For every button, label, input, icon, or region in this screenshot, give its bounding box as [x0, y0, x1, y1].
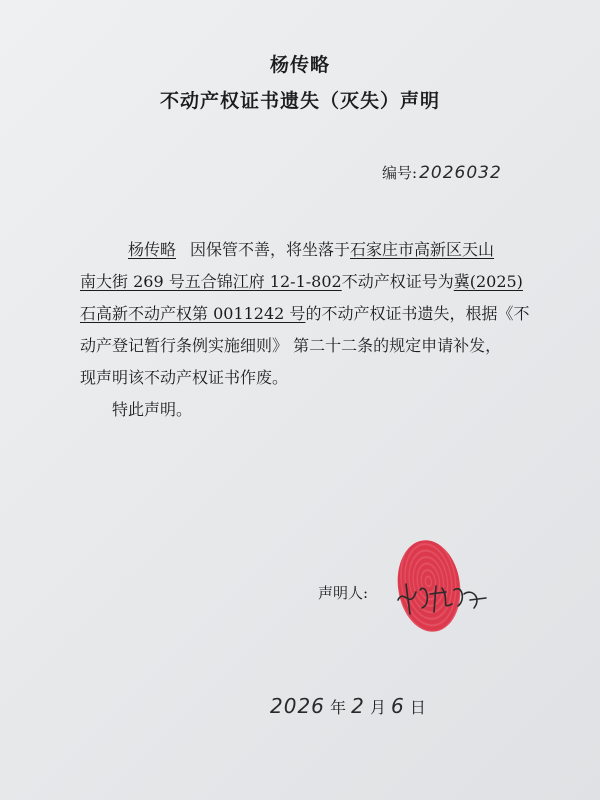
signing-date	[270, 694, 426, 718]
handwritten-signature	[392, 570, 492, 620]
declarant-label: 声明人:	[318, 584, 369, 602]
date-year: 2026	[270, 694, 325, 718]
date-day: 6	[391, 694, 405, 718]
owner-name: 杨传略	[128, 240, 177, 259]
date-month: 2	[351, 694, 365, 718]
body-line-5: 现声明该不动产权证书作废。	[80, 368, 289, 387]
certificate-number-1: 冀(2025)	[453, 272, 523, 291]
date-year-unit: 年	[330, 698, 347, 717]
body-text-segment: 因保管不善，将坐落于	[190, 240, 351, 259]
property-address-1: 石家庄市高新区天山	[350, 240, 495, 259]
serial-value: 2026032	[419, 163, 502, 183]
body-line-2	[80, 266, 550, 298]
date-month-unit: 月	[369, 698, 386, 717]
closing-statement: 特此声明。	[112, 400, 193, 419]
body-text-segment: 不动产权证号为	[341, 272, 454, 291]
certificate-number-2: 石高新不动产权第 0011242 号	[80, 304, 306, 323]
property-address-2: 南大街 269 号五合锦江府 12-1-802	[80, 272, 342, 291]
body-text-segment: 的不动产权证书遗失，根据《不	[305, 304, 530, 323]
body-line-1	[80, 234, 550, 266]
body-line-3	[80, 298, 550, 330]
document-title: 不动产权证书遗失（灭失）声明	[159, 90, 440, 112]
serial-number	[382, 162, 502, 183]
date-day-unit: 日	[409, 698, 426, 717]
document-title-name: 杨传略	[269, 54, 330, 76]
serial-label: 编号:	[382, 164, 418, 182]
declaration-body	[80, 234, 550, 426]
body-line-4: 动产登记暂行条例实施细则》 第二十二条的规定申请补发，	[80, 336, 502, 355]
